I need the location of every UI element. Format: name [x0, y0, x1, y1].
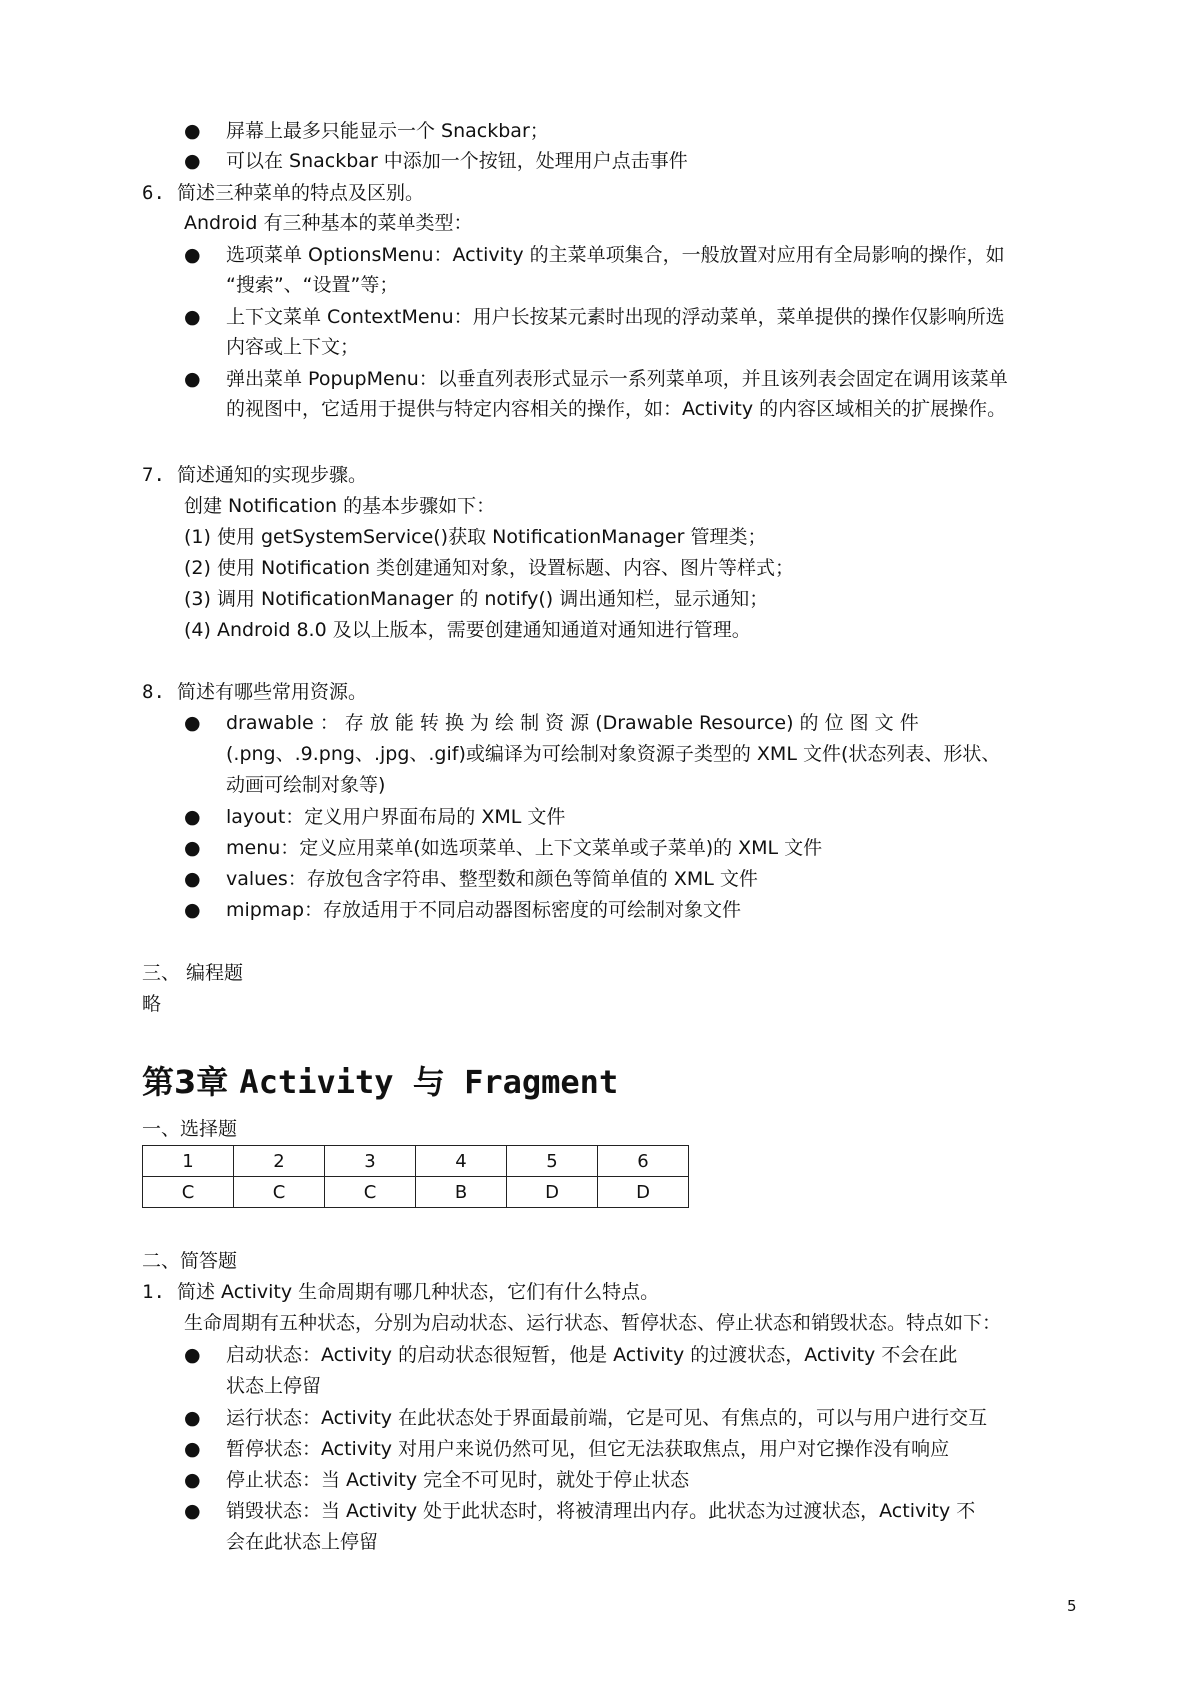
sa-bullet-1-line-2: 状态上停留	[226, 1375, 322, 1397]
chapter-prefix: 第3章	[142, 1063, 229, 1101]
table-cell: C	[143, 1177, 234, 1208]
sa-lead: 生命周期有五种状态，分别为启动状态、运行状态、暂停状态、停止状态和销毁状态。特点如下：	[184, 1312, 1002, 1334]
sa-bullet-1-line-1: 启动状态：Activity 的启动状态很短暂，他是 Activity 的过渡状态，Activity 不会在此	[226, 1344, 958, 1366]
sa-bullet-5-line-2: 会在此状态上停留	[226, 1531, 379, 1553]
sa-bullet-2: 运行状态：Activity 在此状态处于界面最前端，它是可见、有焦点的，可以与用户进行交互	[226, 1407, 988, 1429]
q8-bullet-3: menu：定义应用菜单(如选项菜单、上下文菜单或子菜单)的 XML 文件	[226, 837, 823, 859]
q6-bullet-1-line-1: 选项菜单 OptionsMenu：Activity 的主菜单项集合，一般放置对应用有全局影响的操作，如	[226, 244, 1005, 266]
bullet-icon: ●	[184, 1344, 201, 1366]
bullet-icon: ●	[184, 120, 201, 142]
sa-label: 二、简答题	[142, 1250, 238, 1272]
sa-number: 1.	[142, 1281, 165, 1303]
table-cell: C	[325, 1177, 416, 1208]
q6-bullet-2-line-1: 上下文菜单 ContextMenu：用户长按某元素时出现的浮动菜单，菜单提供的操作仅影响所选	[226, 306, 1005, 328]
table-cell: 3	[325, 1146, 416, 1177]
q8-question: 简述有哪些常用资源。	[177, 681, 368, 703]
q6-lead: Android 有三种基本的菜单类型：	[184, 212, 473, 234]
mc-label: 一、选择题	[142, 1118, 238, 1140]
q6-bullet-3-line-2: 的视图中，它适用于提供与特定内容相关的操作，如：Activity 的内容区域相关的扩展操作。	[226, 398, 1007, 420]
bullet-icon: ●	[184, 1407, 201, 1429]
q8-bullet-1-line-3: 动画可绘制对象等)	[226, 774, 386, 796]
table-cell: 5	[507, 1146, 598, 1177]
sa-bullet-3: 暂停状态：Activity 对用户来说仍然可见，但它无法获取焦点，用户对它操作没有响应	[226, 1438, 950, 1460]
q8-bullet-1-line-2: (.png、.9.png、.jpg、.gif)或编译为可绘制对象资源子类型的 XML 文件(状态列表、形状、	[226, 743, 1001, 765]
q6-question: 简述三种菜单的特点及区别。	[177, 182, 425, 204]
page-number: 5	[1067, 1597, 1077, 1615]
q6-number: 6.	[142, 182, 165, 204]
intro-bullet-1: 屏幕上最多只能显示一个 Snackbar；	[226, 120, 549, 142]
table-cell: D	[598, 1177, 689, 1208]
table-cell: 1	[143, 1146, 234, 1177]
q7-step-4: (4) Android 8.0 及以上版本，需要创建通知通道对通知进行管理。	[184, 619, 751, 641]
table-cell: 4	[416, 1146, 507, 1177]
q7-step-2: (2) 使用 Notification 类创建通知对象，设置标题、内容、图片等样式；	[184, 557, 795, 579]
table-cell: 2	[234, 1146, 325, 1177]
q7-number: 7.	[142, 464, 165, 486]
chapter-heading	[142, 1060, 618, 1104]
table-cell: C	[234, 1177, 325, 1208]
q8-bullet-4: values：存放包含字符串、整型数和颜色等简单值的 XML 文件	[226, 868, 758, 890]
bullet-icon: ●	[184, 368, 201, 390]
bullet-icon: ●	[184, 1469, 201, 1491]
sa-question: 简述 Activity 生命周期有哪几种状态，它们有什么特点。	[177, 1281, 660, 1303]
q7-step-3: (3) 调用 NotificationManager 的 notify() 调出通知栏，显示通知；	[184, 588, 769, 610]
bullet-icon: ●	[184, 712, 201, 734]
q8-number: 8.	[142, 681, 165, 703]
q7-question: 简述通知的实现步骤。	[177, 464, 368, 486]
bullet-icon: ●	[184, 868, 201, 890]
answer-table-answer-row	[143, 1177, 689, 1208]
bullet-icon: ●	[184, 1438, 201, 1460]
bullet-icon: ●	[184, 806, 201, 828]
bullet-icon: ●	[184, 899, 201, 921]
q8-bullet-5: mipmap：存放适用于不同启动器图标密度的可绘制对象文件	[226, 899, 742, 921]
bullet-icon: ●	[184, 150, 201, 172]
table-cell: 6	[598, 1146, 689, 1177]
q7-lead: 创建 Notification 的基本步骤如下：	[184, 495, 496, 517]
bullet-icon: ●	[184, 1500, 201, 1522]
q8-bullet-2: layout：定义用户界面布局的 XML 文件	[226, 806, 566, 828]
bullet-icon: ●	[184, 837, 201, 859]
section3-label: 三、 编程题	[142, 962, 244, 984]
section3-content: 略	[142, 993, 162, 1015]
answer-table-header-row	[143, 1146, 689, 1177]
q6-bullet-1-line-2: “搜索”、“设置”等；	[226, 274, 399, 296]
q8-bullet-1-line-1: drawable ： 存 放 能 转 换 为 绘 制 资 源 (Drawable Resource) 的 位 图 文 件	[226, 712, 919, 734]
sa-bullet-5-line-1: 销毁状态：当 Activity 处于此状态时，将被清理出内存。此状态为过渡状态，Activity 不	[226, 1500, 976, 1522]
intro-bullet-2: 可以在 Snackbar 中添加一个按钮，处理用户点击事件	[226, 150, 688, 172]
q7-step-1: (1) 使用 getSystemService()获取 NotificationManager 管理类；	[184, 526, 767, 548]
bullet-icon: ●	[184, 244, 201, 266]
sa-bullet-4: 停止状态：当 Activity 完全不可见时，就处于停止状态	[226, 1469, 690, 1491]
table-cell: B	[416, 1177, 507, 1208]
chapter-title: Activity 与 Fragment	[239, 1063, 619, 1101]
q6-bullet-3-line-1: 弹出菜单 PopupMenu：以垂直列表形式显示一系列菜单项，并且该列表会固定在调用该菜单	[226, 368, 1008, 390]
answer-table	[142, 1145, 689, 1208]
q6-bullet-2-line-2: 内容或上下文；	[226, 336, 360, 358]
table-cell: D	[507, 1177, 598, 1208]
bullet-icon: ●	[184, 306, 201, 328]
